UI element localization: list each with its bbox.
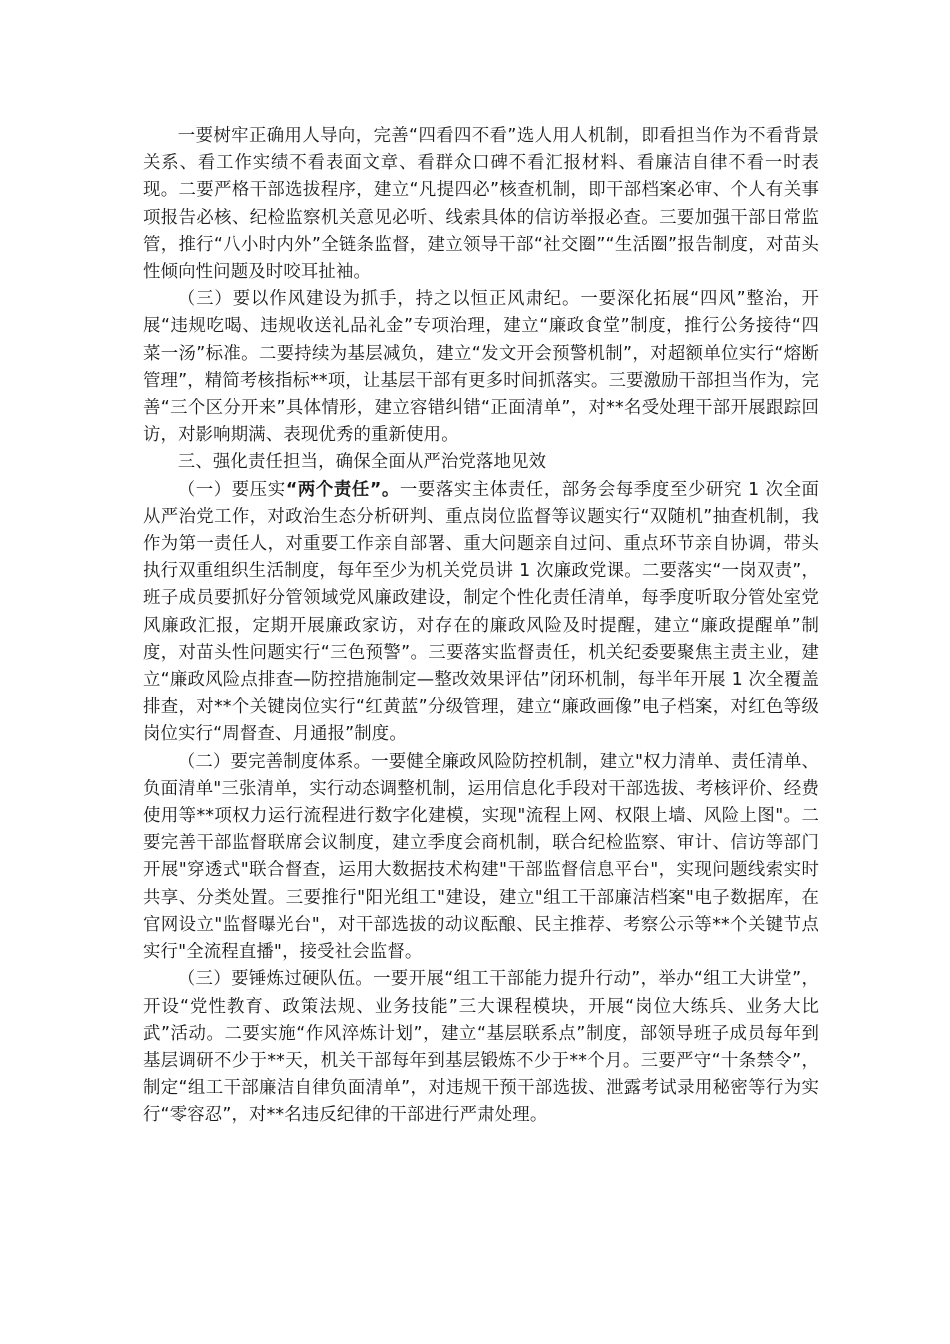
paragraph-institutional-system: （二）要完善制度体系。一要健全廉政风险防控机制，建立"权力清单、责任清单、负面清单"三张清单，实行动态调整机制，运用信息化手段对干部选拔、考核评价、经费使用等**项权力运行流程进行数字化建模，实现"流程上网、权限上墙、风险上图"。二要完善干部监督联席会议制度，建立季度会商机制，联合纪检监察、审计、信访等部门开展"穿透式"联合督查，运用大数据技术构建"干部监督信息平台"，实现问题线索实时共享、分类处置。三要推行"阳光组工"建设，建立"组工干部廉洁档案"电子数据库，在官网设立"监督曝光台"，对干部选拔的动议酝酿、民主推荐、考察公示等**个关键节点实行"全流程直播"，接受社会监督。 (143, 751, 819, 963)
paragraph-two-responsibilities (143, 477, 819, 749)
paragraph-lead-text: （一）要压实 (177, 479, 286, 500)
section-heading-3: 三、强化责任担当，确保全面从严治党落地见效 (177, 452, 547, 473)
paragraph-cadre-selection: 一要树牢正确用人导向，完善“四看四不看”选人用人机制，即看担当作为不看背景关系、看工作实绩不看表面文章、看群众口碑不看汇报材料、看廉洁自律不看一时表现。二要严格干部选拔程序，建立“凡提四必”核查机制，即干部档案必审、个人有关事项报告必核、纪检监察机关意见必听、线索具体的信访举报必查。三要加强干部日常监管，推行“八小时内外”全链条监督，建立领导干部“社交圈”“生活圈”报告制度，对苗头性倾向性问题及时咬耳扯袖。 (143, 126, 819, 283)
paragraph-body-text: 一要落实主体责任，部务会每季度至少研究 1 次全面从严治党工作，对政治生态分析研判、重点岗位监督等议题实行“双随机”抽查机制，我作为第一责任人，对重要工作亲自部署、重大问题亲自过问、重点环节亲自协调，带头执行双重组织生活制度，每年至少为机关党员讲 1 次廉政党课。二要落实“一岗双责”，班子成员要抓好分管领域党风廉政建设，制定个性化责任清单，每季度听取分管处室党风廉政汇报，定期开展廉政家访，对存在的廉政风险及时提醒，建立“廉政提醒单”制度，对苗头性问题实行“三色预警”。三要落实监督责任，机关纪委要聚焦主责主业，建立“廉政风险点排查—防控措施制定—整改效果评估”闭环机制，每半年开展 1 次全覆盖排查，对**个关键岗位实行“红黄蓝”分级管理，建立“廉政画像”电子档案，对红色等级岗位实行“周督查、月通报”制度。 (143, 479, 819, 745)
paragraph-work-style: （三）要以作风建设为抓手，持之以恒正风肃纪。一要深化拓展“四风”整治，开展“违规吃喝、违规收送礼品礼金”专项治理，建立“廉政食堂”制度，推行公务接待“四菜一汤”标准。二要持续为基层减负，建立“发文开会预警机制”，对超额单位实行“熔断管理”，精简考核指标**项，让基层干部有更多时间抓落实。三要激励干部担当作为，完善“三个区分开来”具体情形，建立容错纠错“正面清单”，对**名受处理干部开展跟踪回访，对影响期满、表现优秀的重新使用。 (143, 289, 819, 446)
paragraph-team-building: （三）要锤炼过硬队伍。一要开展“组工干部能力提升行动”，举办“组工大讲堂”，开设“党性教育、政策法规、业务技能”三大课程模块，开展“岗位大练兵、业务大比武”活动。二要实施“作风淬炼计划”，建立“基层联系点”制度，部领导班子成员每年到基层调研不少于**天，机关干部每年到基层锻炼不少于**个月。三要严守“十条禁令”，制定“组工干部廉洁自律负面清单”，对违规干预干部选拔、泄露考试录用秘密等行为实行“零容忍”，对**名违反纪律的干部进行严肃处理。 (143, 969, 819, 1126)
bold-phrase: “两个责任”。 (285, 479, 400, 500)
document-body (143, 123, 819, 1130)
